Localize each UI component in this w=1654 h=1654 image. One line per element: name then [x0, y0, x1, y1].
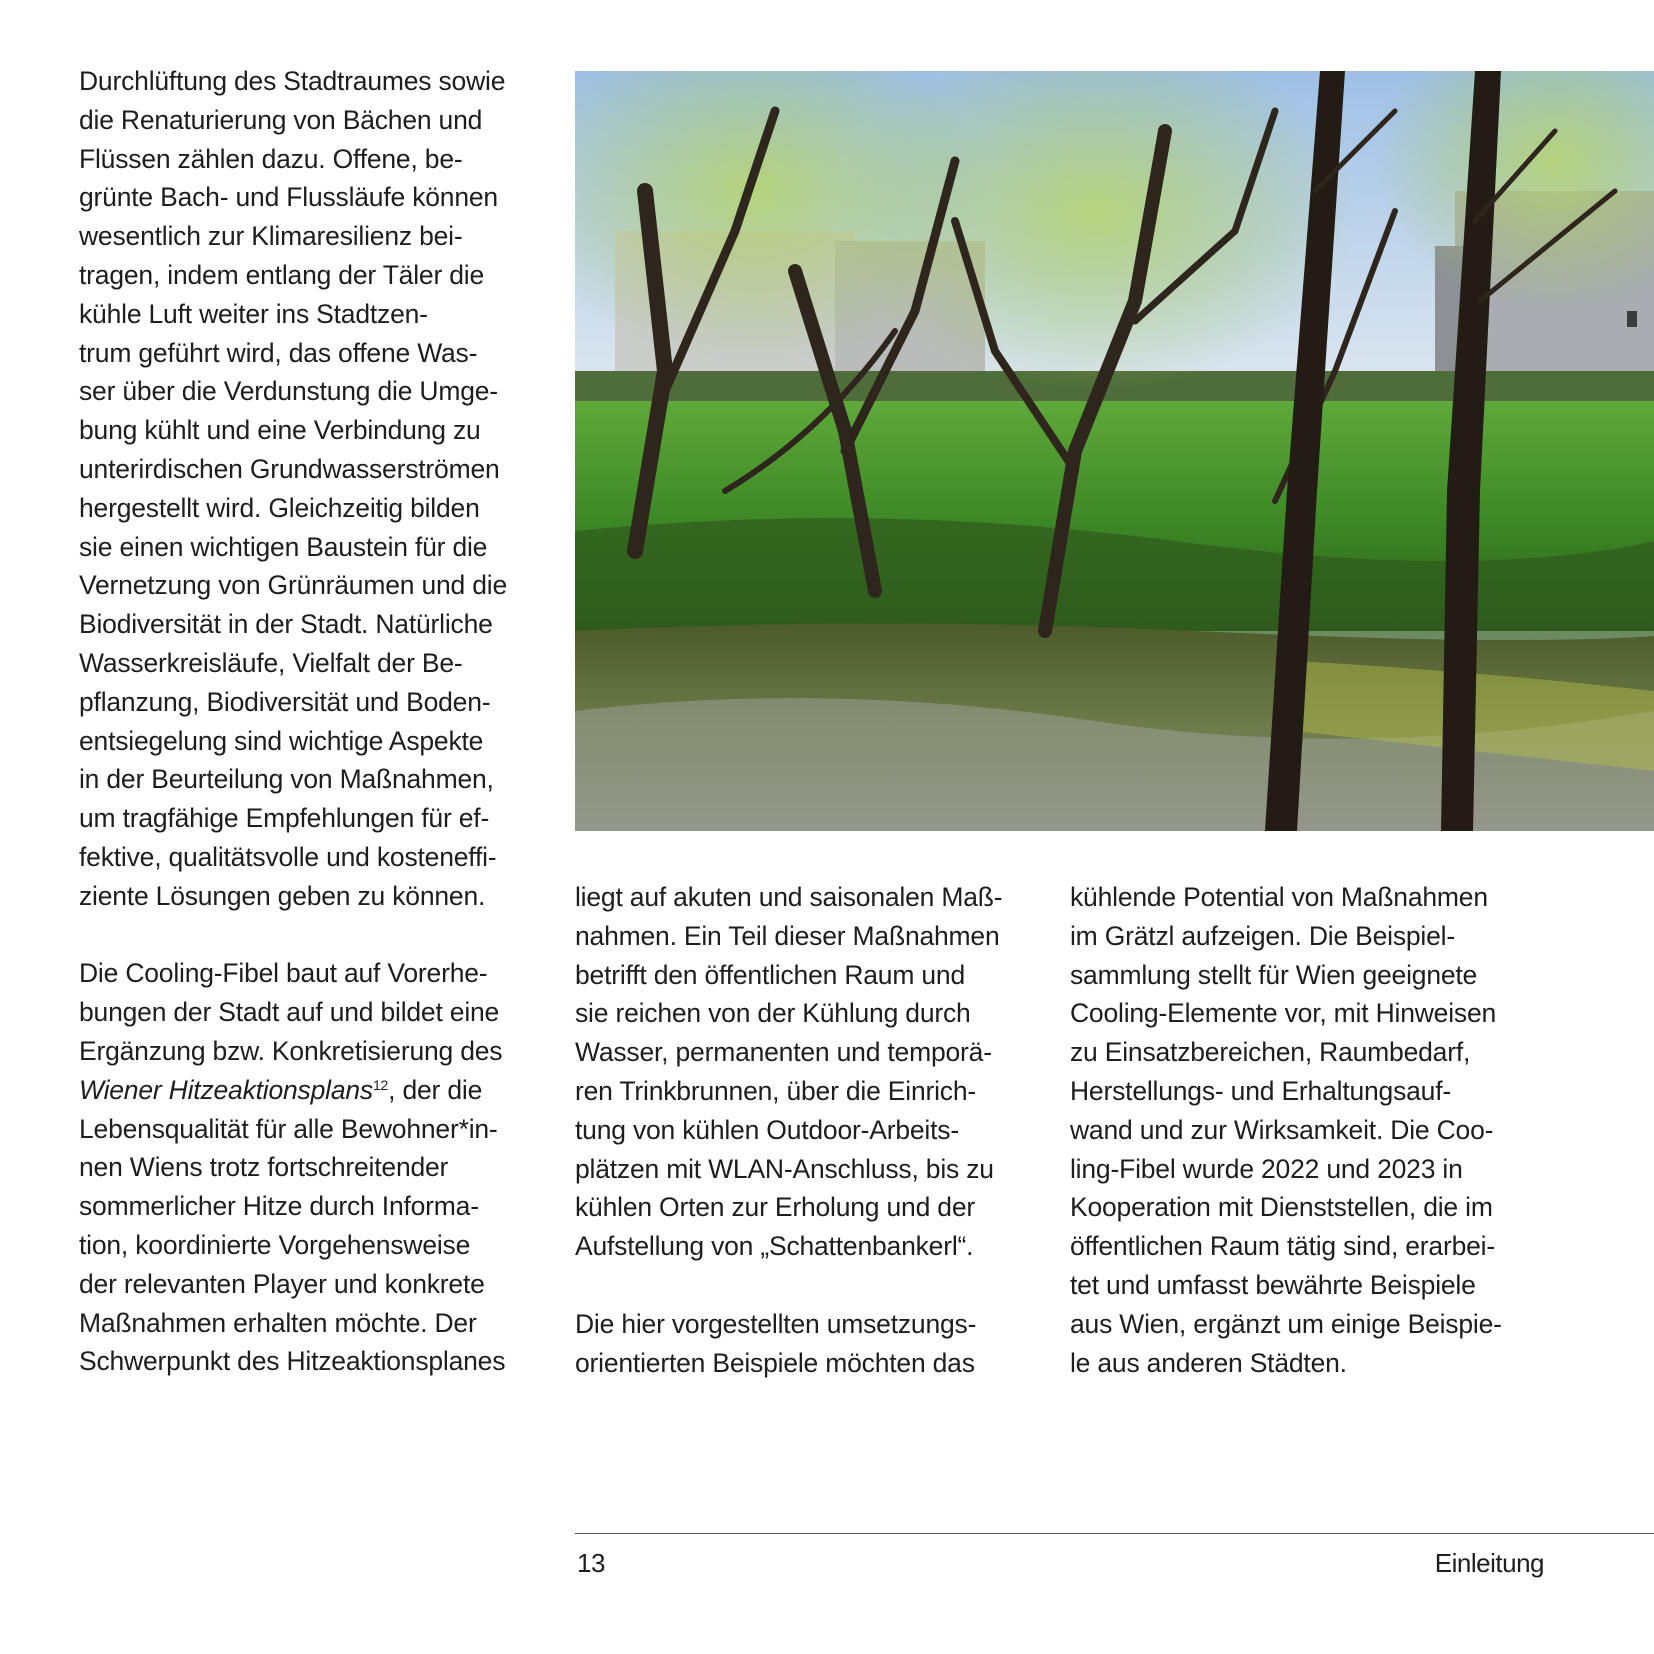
text-line: Flüssen zählen dazu. Offene, be- — [79, 143, 463, 174]
text-line: tet und umfasst bewährte Beispiele — [1070, 1269, 1476, 1300]
text-line: grünte Bach- und Flussläufe können — [79, 182, 498, 213]
text-line: ling-Fibel wurde 2022 und 2023 in — [1070, 1153, 1463, 1184]
section-title: Einleitung — [1434, 1548, 1544, 1578]
text-line: um tragfähige Empfehlungen für ef- — [79, 803, 490, 834]
text-line: nahmen. Ein Teil dieser Maßnahmen — [575, 920, 1000, 951]
text-line: Aufstellung von „Schattenbankerl“. — [575, 1231, 974, 1262]
text-line: im Grätzl aufzeigen. Die Beispiel- — [1070, 920, 1455, 951]
text-line: sie einen wichtigen Baustein für die — [79, 531, 488, 562]
text-line: zu Einsatzbereichen, Raumbedarf, — [1070, 1037, 1471, 1068]
text-line: ser über die Verdunstung die Umge- — [79, 376, 498, 407]
text-line: tragen, indem entlang der Täler die — [79, 259, 484, 290]
text-line: Ergänzung bzw. Konkretisierung des — [79, 1035, 503, 1066]
river-landscape-photo — [575, 71, 1654, 831]
text-line: die Renaturierung von Bächen und — [79, 104, 483, 135]
text-line: hergestellt wird. Gleichzeitig bilden — [79, 492, 480, 523]
text-line: Cooling-Elemente vor, mit Hinweisen — [1070, 998, 1497, 1029]
text-line: wand und zur Wirksamkeit. Die Coo- — [1070, 1114, 1494, 1145]
text-line: tion, koordinierte Vorgehensweise — [79, 1229, 471, 1260]
text-line: trum geführt wird, das offene Was- — [79, 337, 478, 368]
text-line: Lebensqualität für alle Bewohner*in- — [79, 1113, 498, 1144]
text-line: Vernetzung von Grünräumen und die — [79, 570, 507, 601]
text-line: sie reichen von der Kühlung durch — [575, 998, 971, 1029]
text-line: Die Cooling-Fibel baut auf Vorerhe- — [79, 958, 488, 989]
text-line: kühlen Orten zur Erholung und der — [575, 1192, 975, 1223]
text-line: plätzen mit WLAN-Anschluss, bis zu — [575, 1153, 994, 1184]
text-line: pflanzung, Biodiversität und Boden- — [79, 686, 491, 717]
text-line: tung von kühlen Outdoor-Arbeits- — [575, 1114, 959, 1145]
text-line: bungen der Stadt auf und bildet eine — [79, 997, 500, 1028]
paragraph-gap — [79, 916, 549, 955]
text-line: Biodiversität in der Stadt. Natürliche — [79, 609, 493, 640]
text-line: unterirdischen Grundwasserströmen — [79, 453, 500, 484]
text-line: le aus anderen Städten. — [1070, 1347, 1347, 1378]
text-line: fektive, qualitätsvolle und kosteneffi- — [79, 841, 497, 872]
footer-divider — [575, 1533, 1654, 1534]
text-line: Herstellungs- und Erhaltungsauf- — [1070, 1075, 1452, 1106]
text-line: entsiegelung sind wichtige Aspekte — [79, 725, 484, 756]
text-line: Die hier vorgestellten umsetzungs- — [575, 1308, 977, 1339]
text-line: sommerlicher Hitze durch Informa- — [79, 1191, 479, 1222]
text-line: wesentlich zur Klimaresilienz bei- — [79, 221, 463, 252]
text-line: nen Wiens trotz fortschreitender — [79, 1152, 449, 1183]
text-line: Schwerpunkt des Hitzeaktionsplanes — [79, 1346, 506, 1377]
plan-name-italic: Wiener Hitzeaktionsplans — [79, 1074, 373, 1105]
text-line: in der Beurteilung von Maßnahmen, — [79, 764, 494, 795]
paragraph-gap — [575, 1266, 1045, 1305]
text-line: öffentlichen Raum tätig sind, erarbei- — [1070, 1231, 1495, 1262]
text-line: Maßnahmen erhalten möchte. Der — [79, 1307, 477, 1338]
text-line: Durchlüftung des Stadtraumes sowie — [79, 66, 506, 96]
text-line: sammlung stellt für Wien geeignete — [1070, 959, 1478, 990]
text-line: Wasser, permanenten und temporä- — [575, 1037, 992, 1068]
footnote-reference[interactable]: 12 — [372, 1076, 389, 1093]
text-line: orientierten Beispiele möchten das — [575, 1347, 975, 1378]
text-line: ren Trinkbrunnen, über die Einrich- — [575, 1075, 977, 1106]
text-column-1 — [79, 62, 549, 1381]
text-fragment: , der die — [388, 1074, 483, 1105]
text-line: kühle Luft weiter ins Stadtzen- — [79, 298, 428, 329]
text-line: Kooperation mit Dienststellen, die im — [1070, 1192, 1493, 1223]
text-line: bung kühlt und eine Verbindung zu — [79, 415, 481, 446]
text-line: aus Wien, ergänzt um einige Beispie- — [1070, 1308, 1502, 1339]
text-line: liegt auf akuten und saisonalen Maß- — [575, 882, 1003, 912]
text-line: kühlende Potential von Maßnahmen — [1070, 882, 1488, 912]
text-line: ziente Lösungen geben zu können. — [79, 880, 486, 911]
page-number: 13 — [577, 1548, 605, 1578]
text-line: betrifft den öffentlichen Raum und — [575, 959, 965, 990]
text-line-with-citation — [79, 1071, 549, 1110]
text-line: Wasserkreisläufe, Vielfalt der Be- — [79, 647, 463, 678]
text-column-3 — [1070, 878, 1540, 1382]
text-line: der relevanten Player und konkrete — [79, 1268, 485, 1299]
text-column-2 — [575, 878, 1045, 1382]
